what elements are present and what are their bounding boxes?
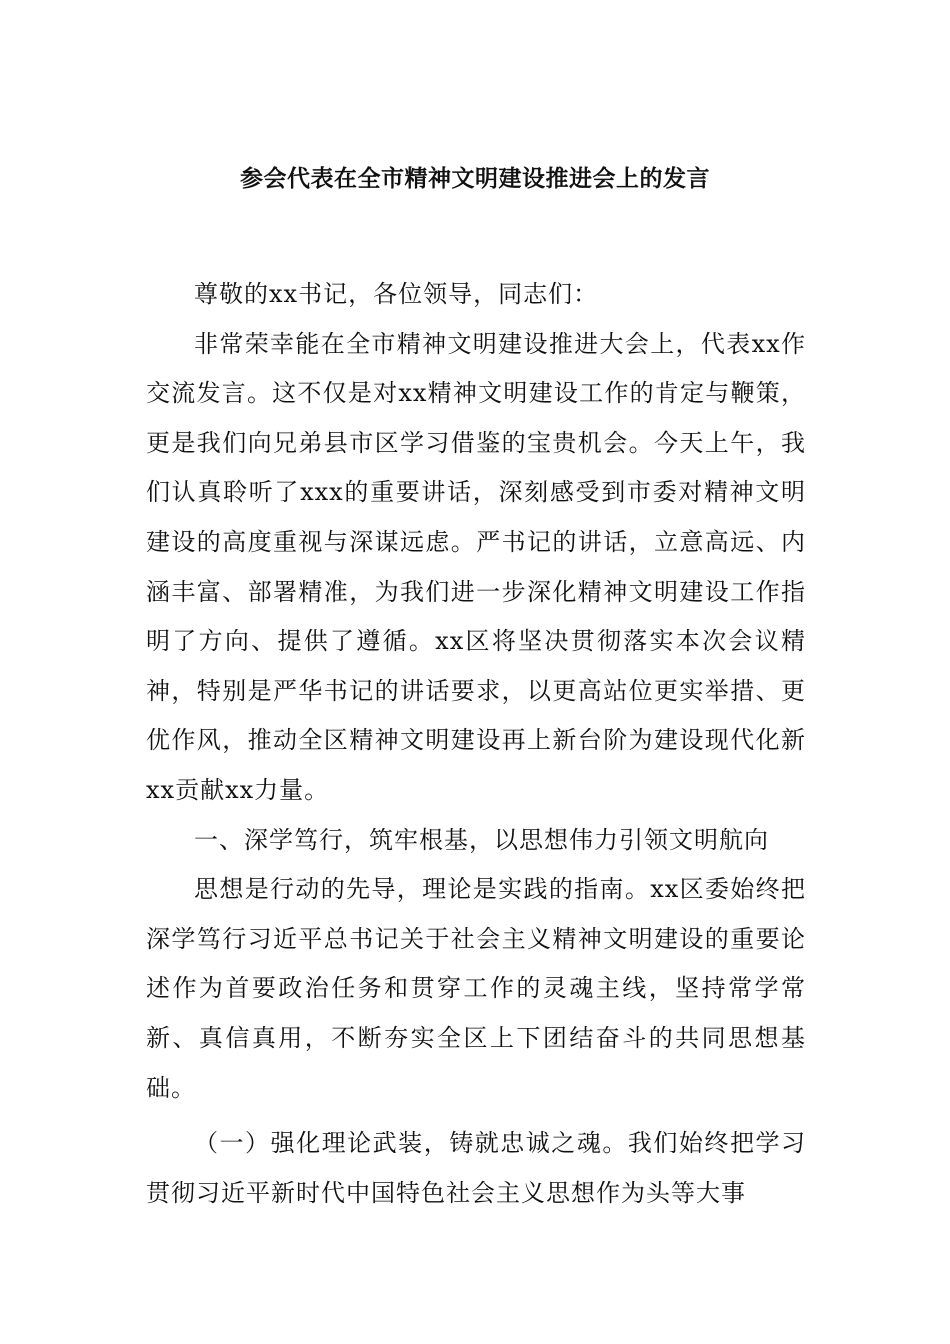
salutation-paragraph: 尊敬的xx书记，各位领导，同志们：	[194, 280, 599, 308]
subsection-paragraph-1: （一）强化理论武装，铸就忠诚之魂。我们始终把学习贯彻习近平新时代中国特色社会主义思想作为头等大事	[146, 1129, 806, 1207]
section-paragraph-1: 思想是行动的先导，理论是实践的指南。xx区委始终把深学笃行习近平总书记关于社会主义精神文明建设的重要论述作为首要政治任务和贯穿工作的灵魂主线，坚持常学常新、真信真用，不断夯实全区上下团结奋斗的共同思想基础。	[146, 875, 806, 1102]
section-heading-1: 一、深学笃行，筑牢根基，以思想伟力引领文明航向	[194, 825, 769, 854]
document-title: 参会代表在全市精神文明建设推进会上的发言	[240, 165, 710, 192]
opening-paragraph: 非常荣幸能在全市精神文明建设推进大会上，代表xx作交流发言。这不仅是对xx精神文明建设工作的肯定与鞭策，更是我们向兄弟县市区学习借鉴的宝贵机会。今天上午，我们认真聆听了xxx的重要讲话，深刻感受到市委对精神文明建设的高度重视与深谋远虑。严书记的讲话，立意高远、内涵丰富、部署精准，为我们进一步深化精神文明建设工作指明了方向、提供了遵循。xx区将坚决贯彻落实本次会议精神，特别是严华书记的讲话要求，以更高站位更实举措、更优作风，推动全区精神文明建设再上新台阶为建设现代化新xx贡献xx力量。	[146, 329, 806, 804]
document-body	[146, 270, 806, 1218]
